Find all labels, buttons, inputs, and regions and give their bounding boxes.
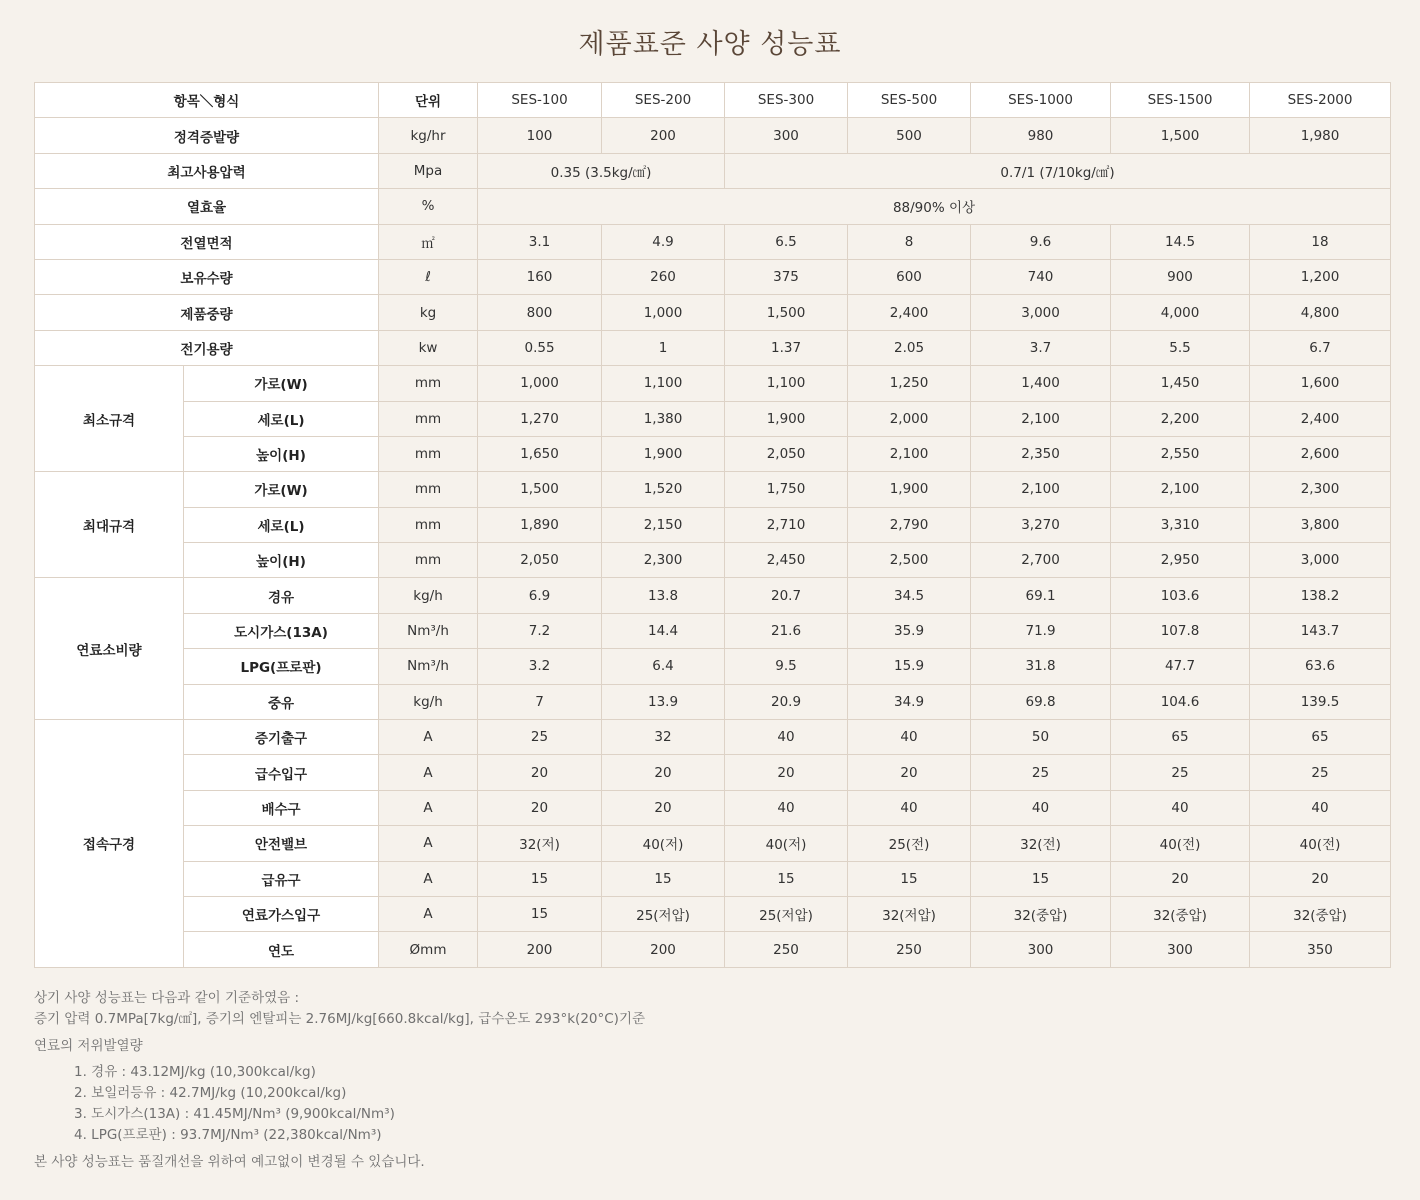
- table-cell: 4,800: [1250, 295, 1391, 330]
- table-cell: 1,270: [478, 401, 602, 436]
- table-cell: 2,400: [1250, 401, 1391, 436]
- table-cell: 2,000: [848, 401, 971, 436]
- table-cell: 15: [602, 861, 725, 896]
- table-cell: 2,150: [602, 507, 725, 542]
- table-cell: 40(전): [1250, 826, 1391, 861]
- row-unit: A: [379, 826, 478, 861]
- row-label: 전기용량: [35, 330, 379, 365]
- row-unit: ㎡: [379, 224, 478, 259]
- table-cell: 2,350: [971, 436, 1111, 471]
- table-cell: 32(전): [971, 826, 1111, 861]
- row-unit: ℓ: [379, 259, 478, 294]
- table-cell: 1,900: [725, 401, 848, 436]
- list-item: 1. 경유 : 43.12MJ/kg (10,300kcal/kg): [74, 1064, 316, 1080]
- header-model: SES-200: [602, 83, 725, 118]
- table-cell: 3,310: [1111, 507, 1250, 542]
- table-cell: 200: [602, 932, 725, 967]
- table-cell: 3.7: [971, 330, 1111, 365]
- row-unit: Nm³/h: [379, 613, 478, 648]
- table-cell: 1,500: [1111, 118, 1250, 153]
- table-cell: 13.9: [602, 684, 725, 719]
- row-label: 열효율: [35, 189, 379, 224]
- table-cell: 20: [1250, 861, 1391, 896]
- table-cell: 4.9: [602, 224, 725, 259]
- table-cell: 2.05: [848, 330, 971, 365]
- header-model: SES-500: [848, 83, 971, 118]
- table-cell: 2,450: [725, 543, 848, 578]
- table-cell: 15: [971, 861, 1111, 896]
- table-cell: 7.2: [478, 613, 602, 648]
- table-cell: 980: [971, 118, 1111, 153]
- page-title: 제품표준 사양 성능표: [578, 29, 842, 60]
- table-cell: 1,600: [1250, 366, 1391, 401]
- table-cell: 1,890: [478, 507, 602, 542]
- table-row: [35, 259, 1391, 294]
- table-cell: 8: [848, 224, 971, 259]
- table-cell: 1,250: [848, 366, 971, 401]
- header-model: SES-1500: [1111, 83, 1250, 118]
- table-cell: 9.6: [971, 224, 1111, 259]
- table-cell: 300: [1111, 932, 1250, 967]
- table-cell: 40(저): [602, 826, 725, 861]
- row-label: 세로(L): [184, 507, 379, 542]
- table-cell: 900: [1111, 259, 1250, 294]
- notes-footer: 본 사양 성능표는 품질개선을 위하여 예고없이 변경될 수 있습니다.: [34, 1154, 425, 1170]
- table-cell: 1.37: [725, 330, 848, 365]
- table-row: [35, 826, 1391, 861]
- table-cell: 2,100: [1111, 472, 1250, 507]
- table-cell: 1,000: [602, 295, 725, 330]
- table-cell: 1,520: [602, 472, 725, 507]
- table-cell: 15.9: [848, 649, 971, 684]
- table-row: [35, 189, 1391, 224]
- table-cell: 1: [602, 330, 725, 365]
- notes-line: 증기 압력 0.7MPa[7kg/㎠], 증기의 엔탈피는 2.76MJ/kg[660.8kcal/kg], 급수온도 293°k(20°C)기준: [34, 1011, 646, 1027]
- table-cell: 1,400: [971, 366, 1111, 401]
- table-cell: 69.1: [971, 578, 1111, 613]
- row-unit: mm: [379, 472, 478, 507]
- row-label: 경유: [184, 578, 379, 613]
- table-cell: 6.9: [478, 578, 602, 613]
- table-cell: 88/90% 이상: [478, 189, 1391, 224]
- table-row: [35, 861, 1391, 896]
- table-cell: 0.7/1 (7/10kg/㎠): [725, 153, 1391, 188]
- table-cell: 300: [971, 932, 1111, 967]
- table-cell: 2,100: [971, 401, 1111, 436]
- list-item: 3. 도시가스(13A) : 41.45MJ/Nm³ (9,900kcal/Nm³): [74, 1106, 395, 1122]
- header-model: SES-2000: [1250, 83, 1391, 118]
- table-row: [35, 578, 1391, 613]
- table-row: [35, 472, 1391, 507]
- table-cell: 138.2: [1250, 578, 1391, 613]
- group-label: 연료소비량: [35, 578, 184, 720]
- table-cell: 2,300: [1250, 472, 1391, 507]
- table-cell: 32(저): [478, 826, 602, 861]
- table-cell: 25: [478, 720, 602, 755]
- table-cell: 1,380: [602, 401, 725, 436]
- table-cell: 65: [1250, 720, 1391, 755]
- table-cell: 71.9: [971, 613, 1111, 648]
- header-unit: 단위: [379, 83, 478, 118]
- row-unit: %: [379, 189, 478, 224]
- table-cell: 2,700: [971, 543, 1111, 578]
- row-unit: mm: [379, 436, 478, 471]
- table-cell: 2,400: [848, 295, 971, 330]
- row-unit: Nm³/h: [379, 649, 478, 684]
- row-unit: A: [379, 720, 478, 755]
- table-row: [35, 401, 1391, 436]
- row-unit: A: [379, 790, 478, 825]
- group-label: 접속구경: [35, 720, 184, 968]
- table-cell: 21.6: [725, 613, 848, 648]
- table-cell: 2,100: [848, 436, 971, 471]
- table-cell: 32(중압): [971, 896, 1111, 931]
- table-cell: 40: [725, 720, 848, 755]
- table-cell: 143.7: [1250, 613, 1391, 648]
- table-cell: 260: [602, 259, 725, 294]
- table-row: [35, 153, 1391, 188]
- table-cell: 63.6: [1250, 649, 1391, 684]
- table-cell: 14.5: [1111, 224, 1250, 259]
- row-label: 가로(W): [184, 366, 379, 401]
- table-cell: 32(저압): [848, 896, 971, 931]
- header-model: SES-1000: [971, 83, 1111, 118]
- row-label: LPG(프로판): [184, 649, 379, 684]
- table-cell: 103.6: [1111, 578, 1250, 613]
- row-unit: kg/h: [379, 684, 478, 719]
- table-cell: 2,050: [725, 436, 848, 471]
- table-cell: 200: [602, 118, 725, 153]
- table-cell: 1,500: [478, 472, 602, 507]
- table-cell: 20: [602, 755, 725, 790]
- table-cell: 15: [478, 861, 602, 896]
- table-cell: 1,100: [725, 366, 848, 401]
- table-cell: 3,000: [971, 295, 1111, 330]
- table-cell: 40: [971, 790, 1111, 825]
- table-cell: 40(전): [1111, 826, 1250, 861]
- row-unit: Ømm: [379, 932, 478, 967]
- table-row: [35, 507, 1391, 542]
- table-row: [35, 330, 1391, 365]
- table-cell: 250: [725, 932, 848, 967]
- row-label: 가로(W): [184, 472, 379, 507]
- row-label: 안전밸브: [184, 826, 379, 861]
- row-label: 전열면적: [35, 224, 379, 259]
- table-cell: 65: [1111, 720, 1250, 755]
- table-cell: 3,800: [1250, 507, 1391, 542]
- table-cell: 20: [478, 790, 602, 825]
- table-cell: 139.5: [1250, 684, 1391, 719]
- table-row: [35, 224, 1391, 259]
- row-unit: A: [379, 861, 478, 896]
- table-cell: 104.6: [1111, 684, 1250, 719]
- row-label: 제품중량: [35, 295, 379, 330]
- table-cell: 1,650: [478, 436, 602, 471]
- row-label: 정격증발량: [35, 118, 379, 153]
- row-label: 연료가스입구: [184, 896, 379, 931]
- table-cell: 1,100: [602, 366, 725, 401]
- row-unit: A: [379, 896, 478, 931]
- table-cell: 20: [725, 755, 848, 790]
- table-cell: 3,000: [1250, 543, 1391, 578]
- table-cell: 1,450: [1111, 366, 1250, 401]
- table-row: [35, 755, 1391, 790]
- row-label: 높이(H): [184, 436, 379, 471]
- table-cell: 2,550: [1111, 436, 1250, 471]
- notes-heading: 연료의 저위발열량: [34, 1038, 143, 1054]
- table-cell: 69.8: [971, 684, 1111, 719]
- table-row: [35, 613, 1391, 648]
- table-cell: 7: [478, 684, 602, 719]
- table-cell: 2,500: [848, 543, 971, 578]
- table-cell: 350: [1250, 932, 1391, 967]
- table-cell: 2,950: [1111, 543, 1250, 578]
- table-cell: 20: [602, 790, 725, 825]
- table-cell: 740: [971, 259, 1111, 294]
- table-cell: 47.7: [1111, 649, 1250, 684]
- header-model: SES-300: [725, 83, 848, 118]
- table-row: [35, 366, 1391, 401]
- row-unit: kg: [379, 295, 478, 330]
- table-cell: 1,900: [602, 436, 725, 471]
- table-cell: 0.35 (3.5kg/㎠): [478, 153, 725, 188]
- row-label: 높이(H): [184, 543, 379, 578]
- table-cell: 34.5: [848, 578, 971, 613]
- table-cell: 6.4: [602, 649, 725, 684]
- table-cell: 14.4: [602, 613, 725, 648]
- table-cell: 40: [848, 790, 971, 825]
- table-cell: 20: [478, 755, 602, 790]
- table-cell: 600: [848, 259, 971, 294]
- table-cell: 15: [725, 861, 848, 896]
- row-label: 증기출구: [184, 720, 379, 755]
- table-cell: 25(저압): [602, 896, 725, 931]
- table-cell: 1,900: [848, 472, 971, 507]
- table-cell: 40: [1111, 790, 1250, 825]
- notes: [34, 988, 1390, 1173]
- table-header-row: [35, 83, 1391, 118]
- table-cell: 300: [725, 118, 848, 153]
- row-label: 보유수량: [35, 259, 379, 294]
- table-cell: 9.5: [725, 649, 848, 684]
- table-cell: 40(저): [725, 826, 848, 861]
- table-cell: 200: [478, 932, 602, 967]
- table-cell: 15: [848, 861, 971, 896]
- row-label: 중유: [184, 684, 379, 719]
- table-cell: 500: [848, 118, 971, 153]
- table-cell: 100: [478, 118, 602, 153]
- table-cell: 20: [1111, 861, 1250, 896]
- table-cell: 2,790: [848, 507, 971, 542]
- table-cell: 1,980: [1250, 118, 1391, 153]
- table-cell: 2,050: [478, 543, 602, 578]
- table-cell: 0.55: [478, 330, 602, 365]
- row-unit: mm: [379, 401, 478, 436]
- table-cell: 6.7: [1250, 330, 1391, 365]
- row-unit: kg/hr: [379, 118, 478, 153]
- table-cell: 50: [971, 720, 1111, 755]
- table-cell: 32(중압): [1111, 896, 1250, 931]
- table-cell: 160: [478, 259, 602, 294]
- group-label: 최대규격: [35, 472, 184, 578]
- row-label: 도시가스(13A): [184, 613, 379, 648]
- table-cell: 25(저압): [725, 896, 848, 931]
- table-row: [35, 932, 1391, 967]
- list-item: 4. LPG(프로판) : 93.7MJ/Nm³ (22,380kcal/Nm³): [74, 1127, 382, 1143]
- table-cell: 800: [478, 295, 602, 330]
- table-cell: 40: [848, 720, 971, 755]
- table-row: [35, 295, 1391, 330]
- table-row: [35, 649, 1391, 684]
- table-cell: 2,300: [602, 543, 725, 578]
- table-cell: 40: [725, 790, 848, 825]
- header-item: 항목＼형식: [35, 83, 379, 118]
- table-row: [35, 720, 1391, 755]
- table-cell: 3.2: [478, 649, 602, 684]
- table-cell: 3.1: [478, 224, 602, 259]
- table-cell: 25(전): [848, 826, 971, 861]
- table-row: [35, 436, 1391, 471]
- table-cell: 6.5: [725, 224, 848, 259]
- table-row: [35, 118, 1391, 153]
- notes-line: 상기 사양 성능표는 다음과 같이 기준하였음 :: [34, 990, 300, 1006]
- table-cell: 20.7: [725, 578, 848, 613]
- row-unit: A: [379, 755, 478, 790]
- table-row: [35, 684, 1391, 719]
- row-unit: Mpa: [379, 153, 478, 188]
- table-cell: 18: [1250, 224, 1391, 259]
- table-cell: 5.5: [1111, 330, 1250, 365]
- table-cell: 250: [848, 932, 971, 967]
- table-cell: 31.8: [971, 649, 1111, 684]
- row-label: 급유구: [184, 861, 379, 896]
- table-cell: 34.9: [848, 684, 971, 719]
- row-unit: kg/h: [379, 578, 478, 613]
- table-row: [35, 896, 1391, 931]
- row-unit: kw: [379, 330, 478, 365]
- table-cell: 3,270: [971, 507, 1111, 542]
- table-cell: 32(중압): [1250, 896, 1391, 931]
- table-cell: 2,100: [971, 472, 1111, 507]
- table-row: [35, 790, 1391, 825]
- table-cell: 25: [971, 755, 1111, 790]
- table-cell: 1,750: [725, 472, 848, 507]
- table-cell: 25: [1111, 755, 1250, 790]
- table-cell: 35.9: [848, 613, 971, 648]
- table-cell: 2,710: [725, 507, 848, 542]
- spec-table: [34, 82, 1391, 968]
- table-cell: 20: [848, 755, 971, 790]
- notes-list: [34, 1062, 1390, 1146]
- table-cell: 2,600: [1250, 436, 1391, 471]
- table-cell: 1,500: [725, 295, 848, 330]
- table-cell: 4,000: [1111, 295, 1250, 330]
- table-cell: 15: [478, 896, 602, 931]
- row-label: 최고사용압력: [35, 153, 379, 188]
- table-cell: 107.8: [1111, 613, 1250, 648]
- table-cell: 2,200: [1111, 401, 1250, 436]
- row-unit: mm: [379, 366, 478, 401]
- row-unit: mm: [379, 543, 478, 578]
- table-row: [35, 543, 1391, 578]
- table-cell: 1,000: [478, 366, 602, 401]
- header-model: SES-100: [478, 83, 602, 118]
- row-label: 연도: [184, 932, 379, 967]
- row-unit: mm: [379, 507, 478, 542]
- list-item: 2. 보일러등유 : 42.7MJ/kg (10,200kcal/kg): [74, 1085, 347, 1101]
- table-cell: 1,200: [1250, 259, 1391, 294]
- table-cell: 40: [1250, 790, 1391, 825]
- table-cell: 25: [1250, 755, 1391, 790]
- row-label: 배수구: [184, 790, 379, 825]
- spec-table-body: [35, 83, 1391, 968]
- row-label: 세로(L): [184, 401, 379, 436]
- row-label: 급수입구: [184, 755, 379, 790]
- group-label: 최소규격: [35, 366, 184, 472]
- table-cell: 32: [602, 720, 725, 755]
- table-cell: 13.8: [602, 578, 725, 613]
- table-cell: 20.9: [725, 684, 848, 719]
- table-cell: 375: [725, 259, 848, 294]
